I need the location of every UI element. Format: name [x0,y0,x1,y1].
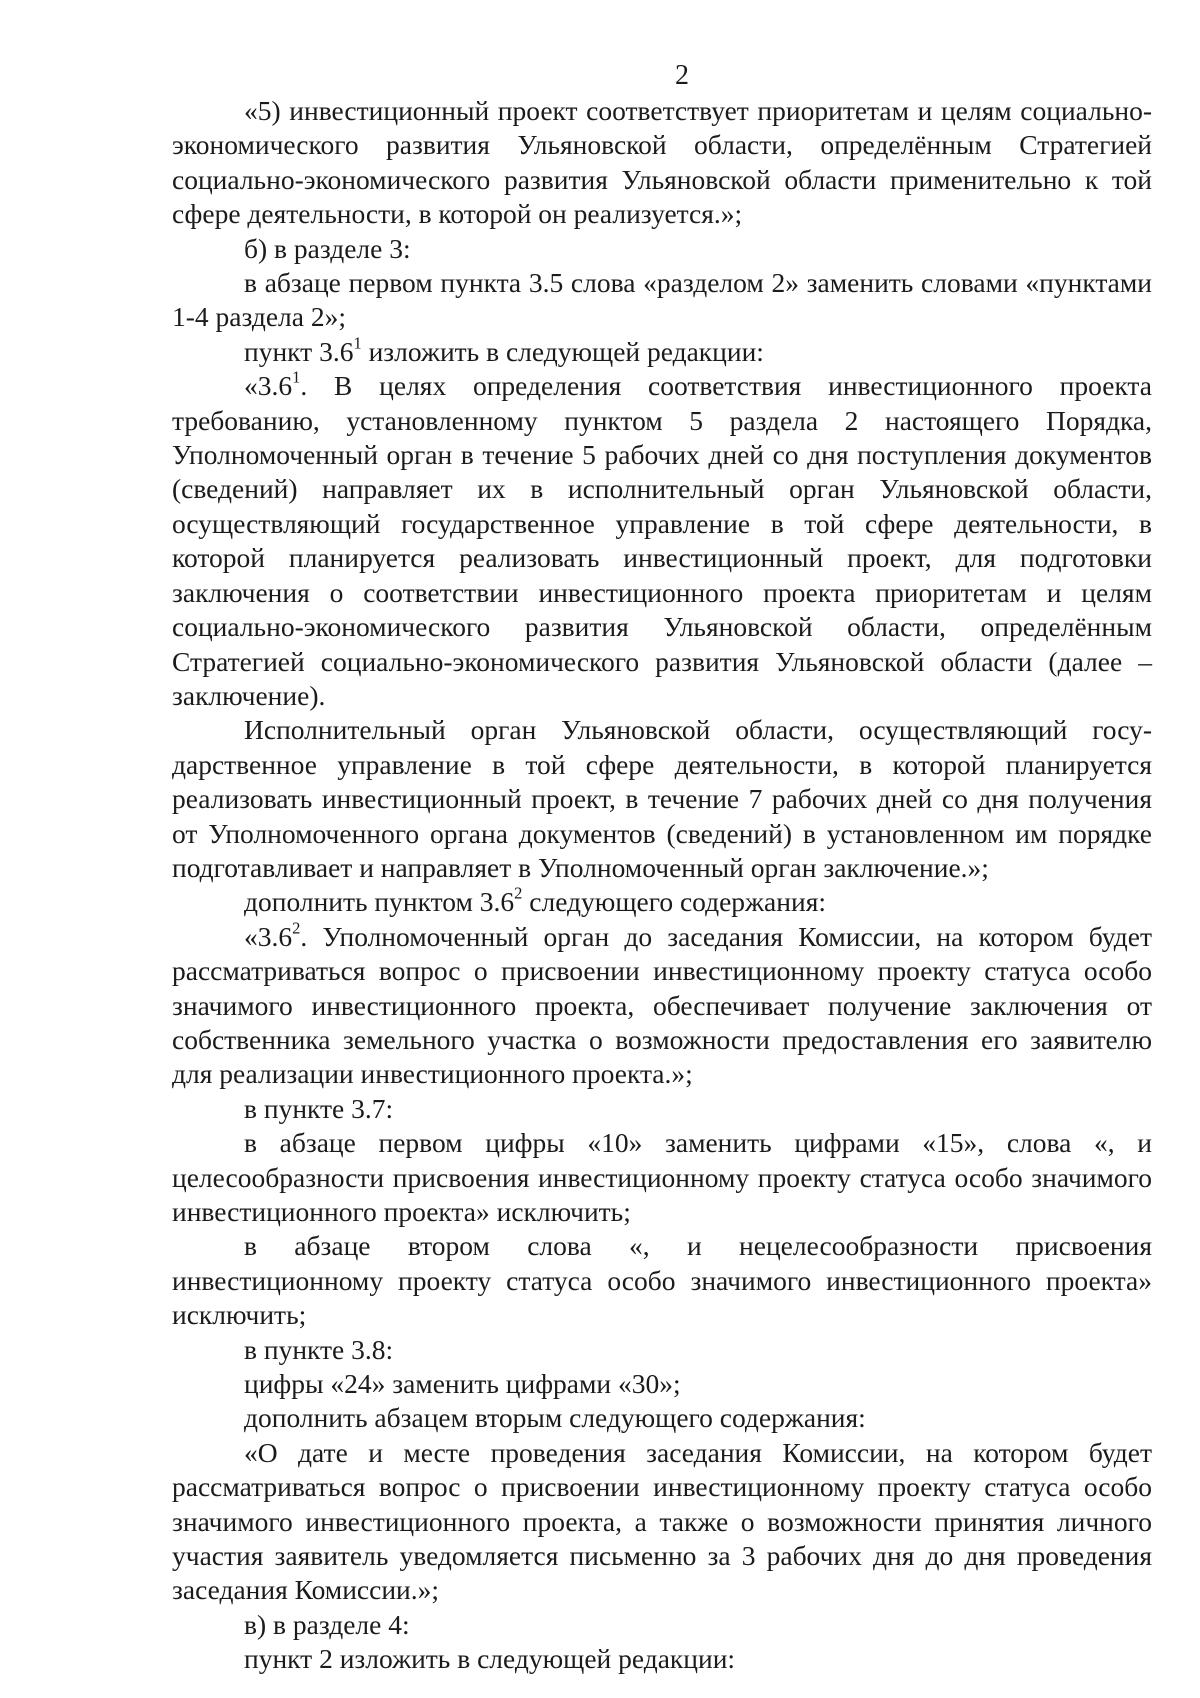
paragraph-text: изложить в следующей редакции: [361,335,764,367]
paragraph: в абзаце первом цифры «10» заменить цифрами «15», слова «, и целесообразности присвоения инвестиционному проекту статуса особо значимого инвестиционного проекта» исключить; [172,1127,1152,1227]
paragraph: в пункте 3.8: [244,1333,394,1365]
paragraph [172,885,1152,919]
paragraph: Исполнительный орган Ульяновской области, осуществляющий госу-дарственное управление в той сфере деятельности, в которой планируется реализовать инвестиционный проект, в течение 7 рабочих дней со дня получения от Уполномоченного органа документов (сведений) в установленном им порядке подготавливает и направляет в Уполномоченный орган заключение.»; [172,714,1152,883]
superscript: 2 [292,918,301,938]
paragraph: пункт 2 изложить в следующей редакции: [244,1643,736,1675]
paragraph-text: пункт 3.6 [244,335,354,367]
paragraph-text: . В целях определения соответствия инвестиционного проекта требованию, установленному пунктом 5 раздела 2 настоящего Порядка, Уполномоченный орган в течение 5 рабочих дней со дня поступления документов (сведений) направляет их в исполнительный орган Ульяновской области, осуществляющий государственное управление в той сфере деятельности, в которой планируется реализовать инвестиционный проект, для подготовки заключения о соответствии инвестиционного проекта приоритетам и целям социально-экономического развития Ульяновской области, определённым Стратегией социально-экономического развития Ульяновской области (далее – заключение). [172,370,1152,711]
paragraph [172,369,1152,713]
paragraph-text: дополнить пунктом 3.6 [244,886,515,918]
paragraph-text: следующего содержания: [522,886,826,918]
page-number: 2 [675,60,689,91]
paragraph-text: «3.6 [244,920,293,952]
paragraph: цифры «24» заменить цифрами «30»; [244,1368,681,1400]
paragraph: «О дате и месте проведения заседания Комиссии, на котором будет рассматриваться вопрос о присвоении инвестиционному проекту статуса особо значимого инвестиционного проекта, а также о возможности принятия личного участия заявитель уведомляется письменно за 3 рабочих дня до дня проведения заседания Комиссии.»; [172,1436,1152,1606]
paragraph [172,335,1152,369]
paragraph-text: «3.6 [244,370,293,402]
paragraph: в абзаце первом пункта 3.5 слова «разделом 2» заменить словами «пунктами 1-4 раздела 2»; [172,267,1152,333]
paragraph: в пункте 3.7: [244,1092,394,1124]
superscript: 1 [292,367,301,387]
document-body [172,94,1152,1677]
paragraph-text: . Уполномоченный орган до заседания Комиссии, на котором будет рассматриваться вопрос о присвоении инвестиционному проекту статуса особо значимого инвестиционного проекта, обеспечивает получение заключения от собственника земельного участка о возможности предоставления его заявителю для реализации инвестиционного проекта.»; [172,920,1152,1090]
paragraph: в абзаце втором слова «, и нецелесообразности присвоения инвестиционному проекту статуса особо значимого инвестиционного проекта» исключить; [172,1230,1152,1331]
paragraph [172,920,1152,1092]
paragraph: дополнить абзацем вторым следующего содержания: [244,1402,866,1434]
paragraph: «5) инвестиционный проект соответствует приоритетам и целям социально-экономического развития Ульяновской области, определённым Стратегией социально-экономического развития Ульяновской области применительно к той сфере деятельности, в которой он реализуется.»; [172,95,1152,230]
superscript: 1 [353,333,362,353]
superscript: 2 [514,883,523,903]
paragraph: в) в разделе 4: [244,1608,410,1640]
paragraph: б) в разделе 3: [244,232,411,264]
